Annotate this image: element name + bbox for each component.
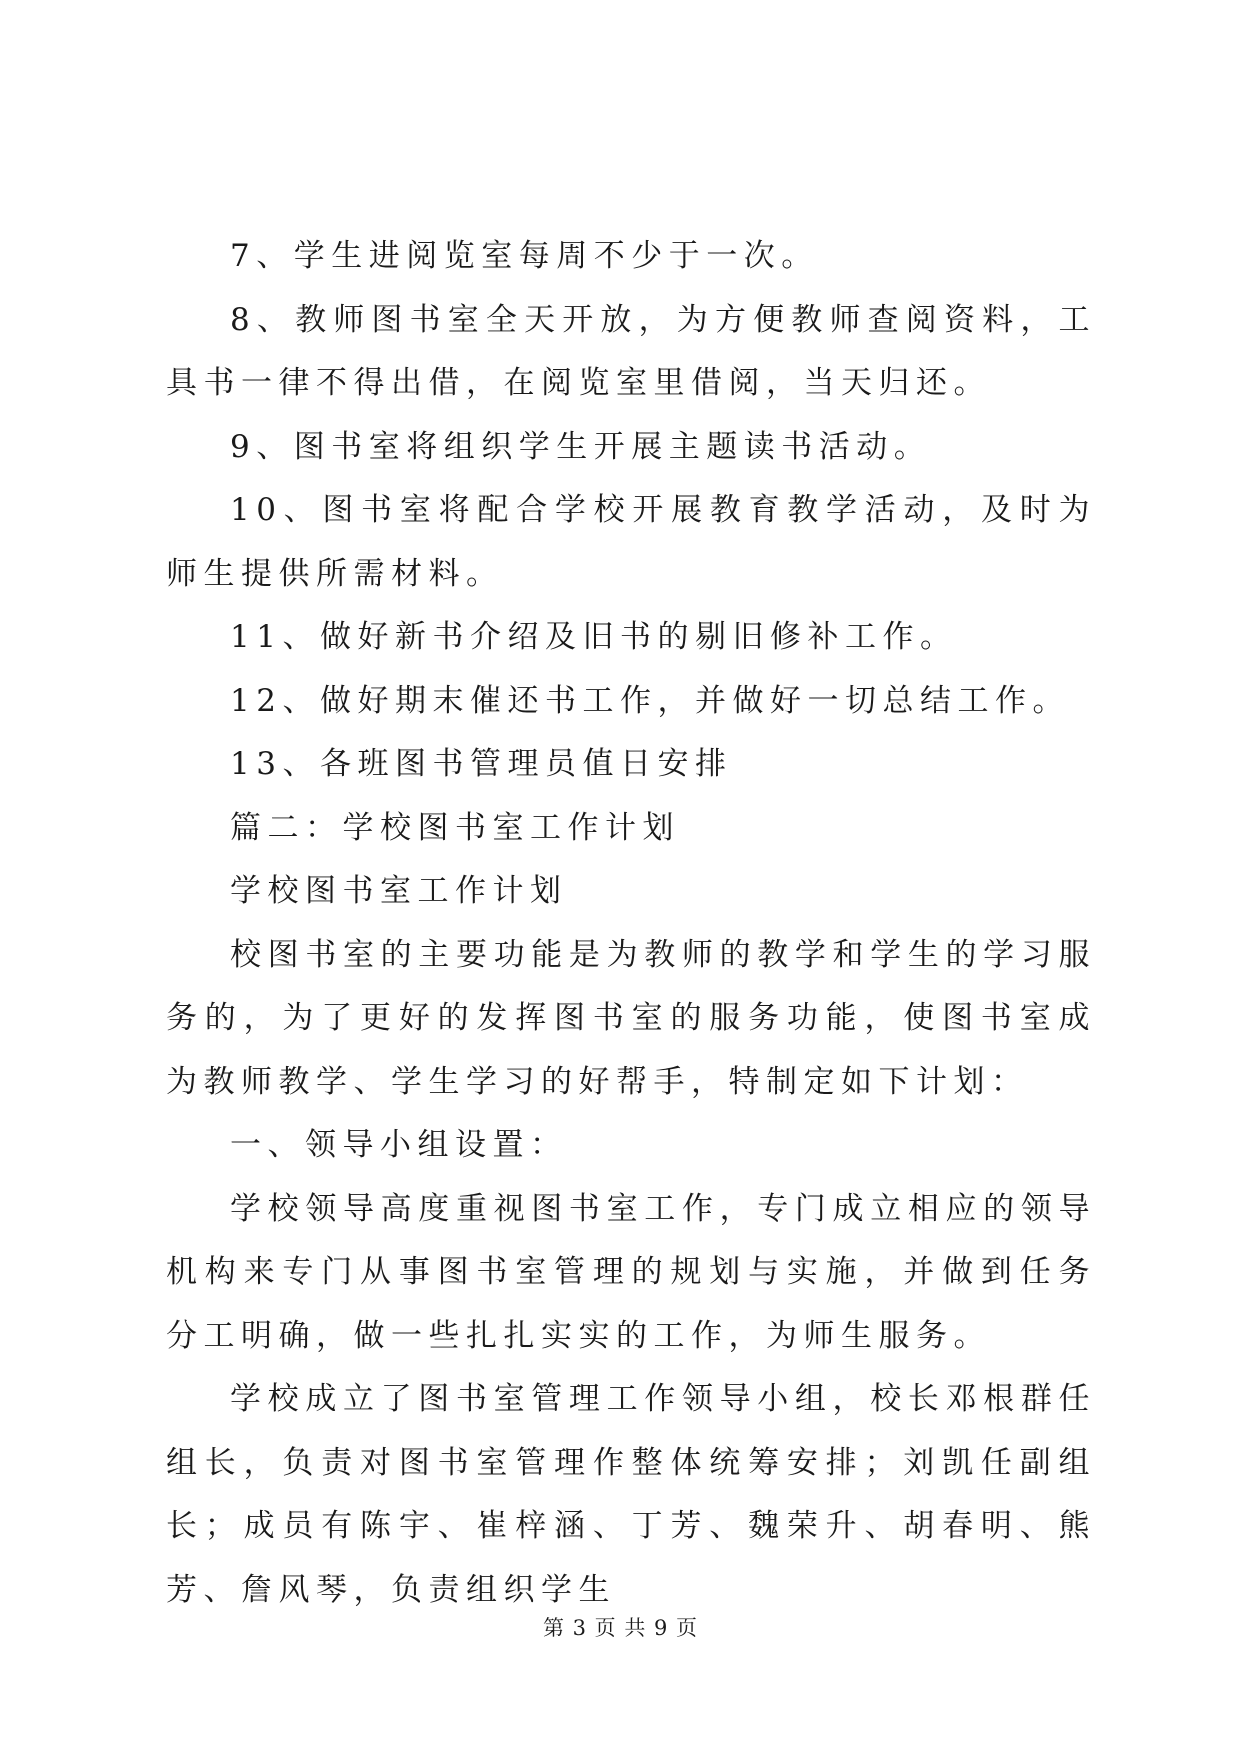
- intro-paragraph: 校图书室的主要功能是为教师的教学和学生的学习服务的，为了更好的发挥图书室的服务功能，使图书室成为教师教学、学生学习的好帮手，特制定如下计划：: [166, 936, 1096, 1100]
- paragraph-item-7: 7、学生进阅览室每周不少于一次。: [230, 238, 819, 274]
- page-number-footer: 第 3 页 共 9 页: [542, 1616, 699, 1640]
- document-body: [166, 225, 1096, 1622]
- paragraph-item-13: 13、各班图书管理员值日安排: [230, 746, 733, 782]
- paragraph-item-11: 11、做好新书介绍及旧书的剔旧修补工作。: [230, 619, 958, 655]
- paragraph-item-8: 8、教师图书室全天开放，为方便教师查阅资料，工具书一律不得出借，在阅览室里借阅，当天归还。: [166, 301, 1096, 401]
- section-heading: 篇二：学校图书室工作计划: [230, 809, 680, 846]
- subsection-heading: 一、领导小组设置：: [230, 1127, 568, 1163]
- paragraph-item-10: 10、图书室将配合学校开展教育教学活动，及时为师生提供所需材料。: [166, 492, 1096, 592]
- body-paragraph: 学校成立了图书室管理工作领导小组，校长邓根群任组长，负责对图书室管理作整体统筹安排；刘凯任副组长；成员有陈宇、崔梓涵、丁芳、魏荣升、胡春明、熊芳、詹风琴，负责组织学生: [166, 1381, 1096, 1608]
- paragraph-item-9: 9、图书室将组织学生开展主题读书活动。: [230, 428, 932, 465]
- paragraph-item-12: 12、做好期末催还书工作，并做好一切总结工作。: [230, 682, 1070, 719]
- document-title: 学校图书室工作计划: [230, 873, 568, 909]
- body-paragraph: 学校领导高度重视图书室工作，专门成立相应的领导机构来专门从事图书室管理的规划与实施，并做到任务分工明确，做一些扎扎实实的工作，为师生服务。: [166, 1190, 1096, 1354]
